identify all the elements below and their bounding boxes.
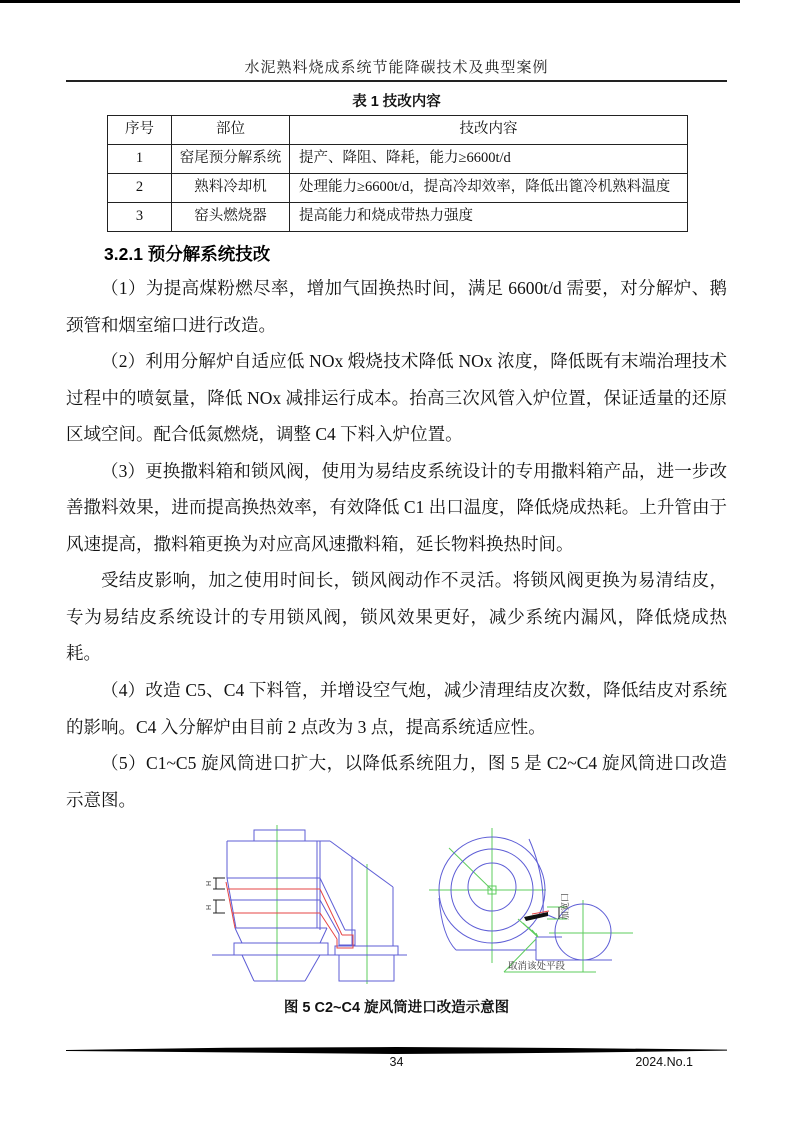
footer-decorative-rule — [66, 1047, 727, 1054]
figure-caption: 图 5 C2~C4 旋风筒进口改造示意图 — [283, 1000, 510, 1016]
section-heading: 3.2.1 预分解系统技改 — [104, 244, 271, 264]
cell-part: 熟料冷却机 — [172, 174, 290, 203]
issue-label: 2024.No.1 — [635, 1055, 693, 1069]
cell-content: 提产、降阻、降耗，能力≥6600t/d — [290, 145, 688, 174]
cell-part: 窑头燃烧器 — [172, 203, 290, 232]
running-head-title: 水泥熟料烧成系统节能降碳技术及典型案例 — [244, 60, 549, 76]
widen-inlet-label: 加宽口 — [560, 892, 570, 920]
table-row — [108, 145, 688, 174]
cyclone-plan-diagram — [426, 820, 651, 996]
table-caption: 表 1 技改内容 — [352, 94, 441, 110]
page-top-edge-line — [0, 0, 740, 3]
paragraph: （4）改造 C5、C4 下料管，并增设空气炮，减少清理结皮次数，降低结皮对系统的影响。C4 入分解炉由目前 2 点改为 3 点，提高系统适应性。 — [66, 680, 727, 737]
col-header-seq: 序号 — [108, 116, 172, 145]
cell-part: 窑尾预分解系统 — [172, 145, 290, 174]
page-number: 34 — [389, 1055, 404, 1069]
figure-5 — [66, 818, 727, 996]
col-header-content: 技改内容 — [290, 116, 688, 145]
header-rule — [66, 80, 727, 82]
col-header-part: 部位 — [172, 116, 290, 145]
table-row — [108, 203, 688, 232]
table-row — [108, 174, 688, 203]
paragraph: （3）更换撒料箱和锁风阀，使用为易结皮系统设计的专用撒料箱产品，进一步改善撒料效果，进而提高换热效率，有效降低 C1 出口温度，降低烧成热耗。上升管由于风速提高，撒料箱更换为对应高风速撒料箱，延长物料换热时间。 — [66, 460, 727, 554]
cell-seq: 1 — [108, 145, 172, 174]
modification-table — [107, 115, 688, 232]
paragraph: 受结皮影响，加之使用时间长，锁风阀动作不灵活。将锁风阀更换为易清结皮，专为易结皮系统设计的专用锁风阀，锁风效果更好，减少系统内漏风，降低烧成热耗。 — [66, 570, 727, 664]
table-header-row — [108, 116, 688, 145]
paragraph: （2）利用分解炉自适应低 NOx 煅烧技术降低 NOx 浓度，降低既有末端治理技术过程中的喷氨量，降低 NOx 减排运行成本。抬高三次风管入炉位置，保证适量的还原区域空间。配合低氮燃烧，调整 C4 下料入炉位置。 — [66, 351, 727, 445]
cyclone-elevation-diagram — [192, 818, 407, 998]
paragraph: （1）为提高煤粉燃尽率，增加气固换热时间，满足 6600t/d 需要，对分解炉、鹅颈管和烟室缩口进行改造。 — [66, 278, 727, 335]
dimension-h2-label: H — [206, 904, 213, 910]
cell-seq: 3 — [108, 203, 172, 232]
body-text-block — [66, 239, 727, 818]
cell-seq: 2 — [108, 174, 172, 203]
paragraph: （5）C1~C5 旋风筒进口扩大，以降低系统阻力，图 5 是 C2~C4 旋风筒进口改造示意图。 — [66, 753, 727, 810]
cell-content: 提高能力和烧成带热力强度 — [290, 203, 688, 232]
dimension-h1-label: H — [206, 880, 213, 886]
cell-content: 处理能力≥6600t/d，提高冷却效率，降低出篦冷机熟料温度 — [290, 174, 688, 203]
remove-flat-note: 取消该处平段 — [508, 961, 566, 972]
